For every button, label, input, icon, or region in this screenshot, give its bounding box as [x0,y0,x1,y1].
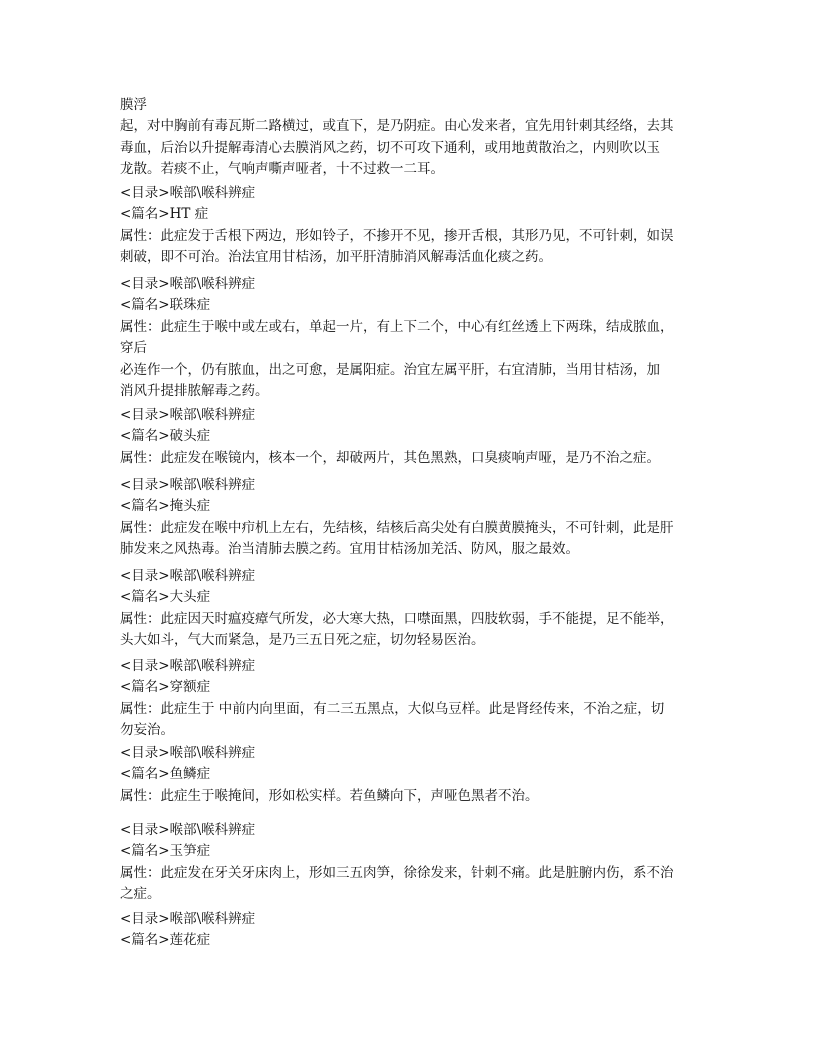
entry-text-line: 属性：此症发在喉中疖机上左右，先结核，结核后高尖处有白膜黄膜掩头，不可针刺，此是肝 [120,519,674,536]
entry-catalog: <目录>喉部\喉科辨症 [120,658,256,674]
entry-text-line: 属性：此症发在牙关牙床肉上，形如三五肉笋，徐徐发来，针刺不痛。此是脏腑内伤，系不治 [120,864,674,881]
entry-text-line: 必连作一个，仍有脓血，出之可愈，是属阳症。治宜左属平肝，右宜清肺，当用甘桔汤，加 [120,361,660,378]
entry-datou [120,566,710,652]
entry-title: <篇名>玉笋症 [120,843,211,860]
entry-text-line: 消风升提排脓解毒之药。 [120,383,269,400]
entry-catalog: <目录>喉部\喉科辨症 [120,276,256,292]
entry-yulin [120,743,710,807]
text-line: 毒血，后治以升提解毒清心去膜消风之药，切不可攻下通利，或用地黄散治之，内则吹以玉 [120,139,660,156]
entry-title: <篇名>破头症 [120,428,211,445]
entry-text-line: 之症。 [120,886,161,903]
entry-catalog: <目录>喉部\喉科辨症 [120,911,256,927]
entry-text-line: 属性：此症发在喉镜内，核本一个，却破两片，其色黑熟，口臭痰响声哑，是乃不治之症。 [120,449,660,466]
entry-catalog: <目录>喉部\喉科辨症 [120,568,256,584]
entry-catalog: <目录>喉部\喉科辨症 [120,407,256,423]
entry-catalog: <目录>喉部\喉科辨症 [120,477,256,493]
entry-text-line: 属性：此症生于喉中或左或右，单起一片，有上下二个，中心有红丝透上下两珠，结成脓血， [120,318,674,335]
entry-lianzhu [120,274,710,402]
entry-lianhua [120,909,710,952]
entry-catalog: <目录>喉部\喉科辨症 [120,185,256,201]
text-line: 起，对中胸前有毒瓦斯二路横过，或直下，是乃阴症。由心发来者，宜先用针刺其经络，去其 [120,118,674,135]
entry-text-line: 勿妄治。 [120,722,174,739]
text-line: 膜浮 [120,97,147,113]
entry-ht [120,183,710,269]
entry-title: <篇名>莲花症 [120,932,211,949]
entry-text-line: 属性：此症发于舌根下两边，形如铃子，不掺开不见，掺开舌根，其形乃见，不可针刺，如误 [120,227,674,244]
entry-title: <篇名>大头症 [120,589,211,606]
text-line: 龙散。若痰不止，气响声嘶声哑者，十不过救一二耳。 [120,161,444,178]
entry-text-line: 属性：此症生于 中前内向里面，有二三五黑点，大似乌豆样。此是肾经传来，不治之症，切 [120,700,665,717]
entry-text-line: 穿后 [120,340,147,357]
entry-chuan-e [120,656,710,742]
entry-title: <篇名>联珠症 [120,297,211,314]
entry-text-line: 头大如斗，气大而紧急，是乃三五日死之症，切勿轻易医治。 [120,632,485,649]
entry-catalog: <目录>喉部\喉科辨症 [120,745,256,761]
entry-title: <篇名>HT 症 [120,206,209,223]
entry-yusun [120,820,710,906]
entry-text-line: 属性：此症生于喉掩间，形如松实样。若鱼鳞向下，声哑色黑者不治。 [120,787,539,804]
entry-text-line: 肺发来之风热毒。治当清肺去膜之药。宜用甘桔汤加羌活、防风，服之最效。 [120,541,579,558]
entry-title: <篇名>穿额症 [120,679,211,696]
entry-yantou [120,475,710,561]
entry-text-line: 刺破，即不可治。治法宜用甘桔汤，加平肝清肺消风解毒活血化痰之药。 [120,249,552,266]
entry-potou [120,405,710,469]
entry-title: <篇名>鱼鳞症 [120,766,211,783]
entry-text-line: 属性：此症因天时瘟疫瘴气所发，必大寒大热，口噤面黑，四肢软弱，手不能提，足不能举， [120,610,674,627]
entry-catalog: <目录>喉部\喉科辨症 [120,822,256,838]
entry-title: <篇名>掩头症 [120,498,211,515]
intro-paragraph [120,95,700,181]
